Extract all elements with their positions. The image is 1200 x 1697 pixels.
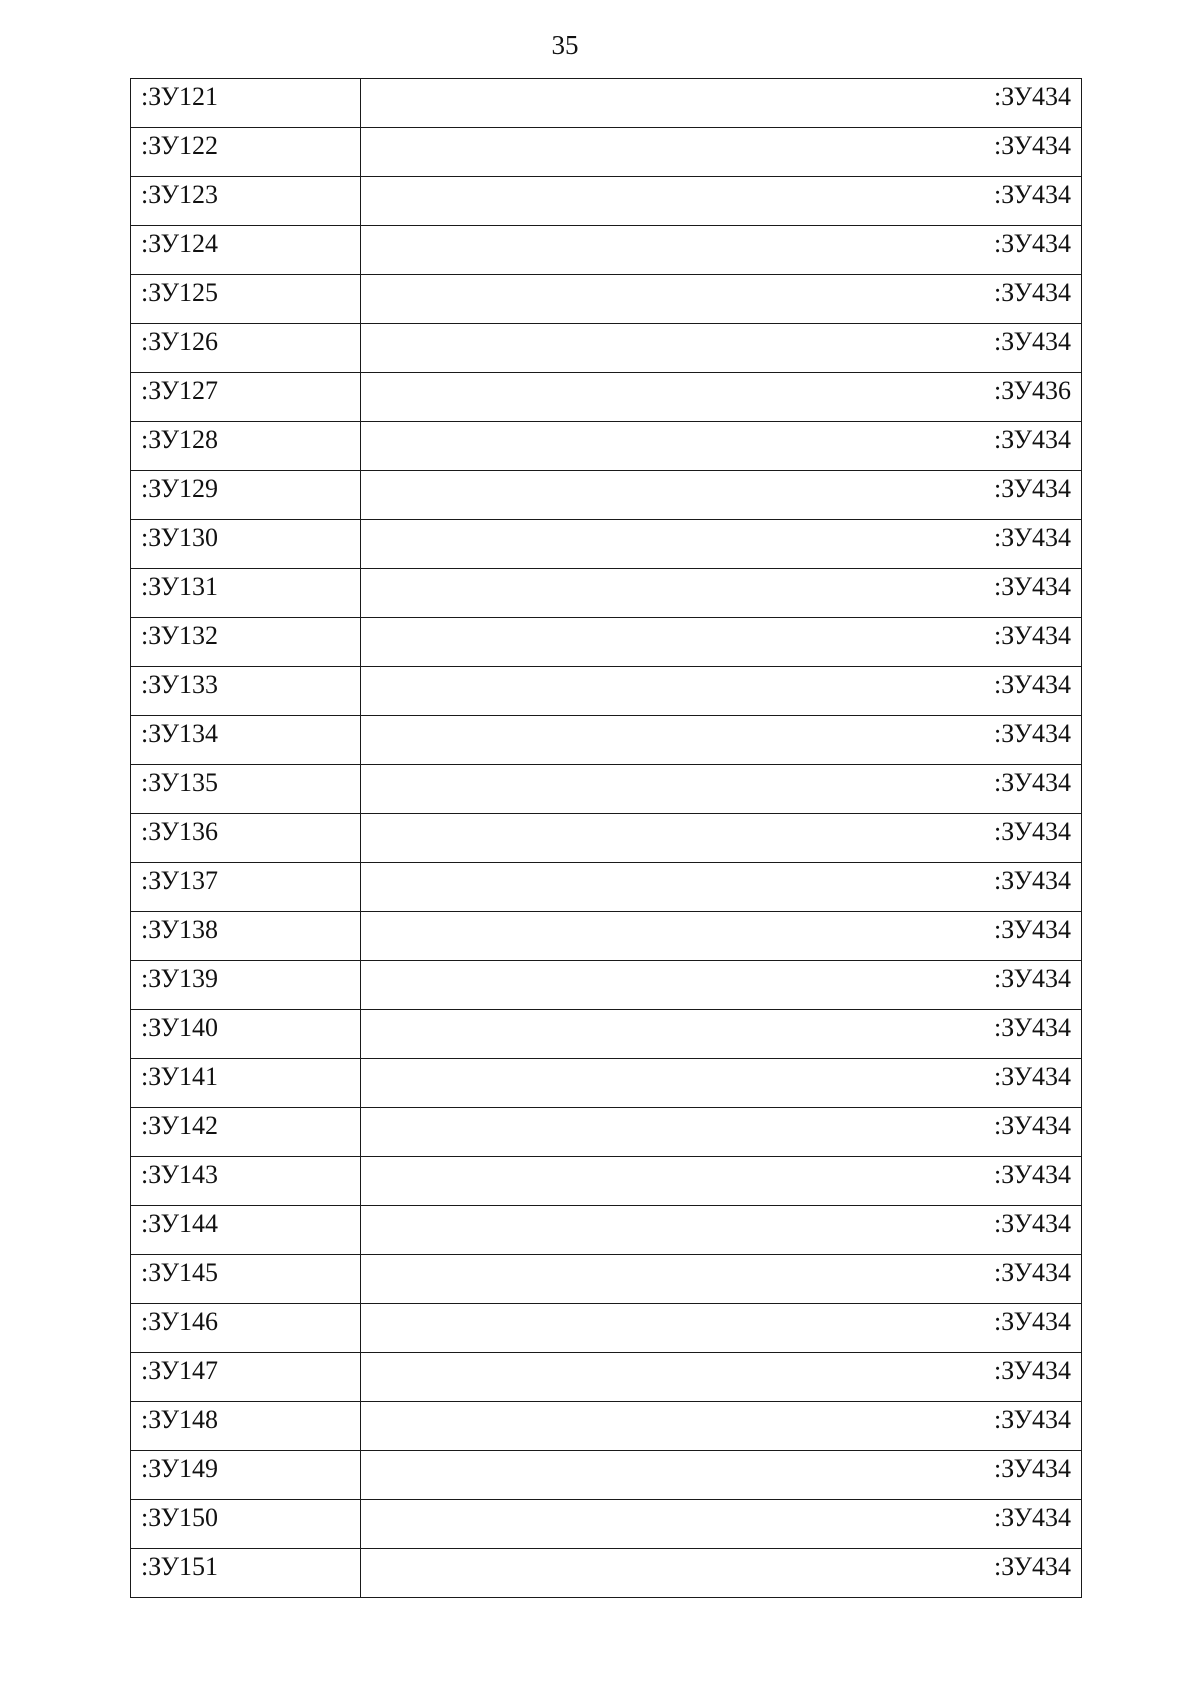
- source-parcel-cell: :ЗУ434: [361, 814, 1082, 863]
- parcel-code-cell: :ЗУ126: [131, 324, 361, 373]
- source-parcel-cell: :ЗУ434: [361, 226, 1082, 275]
- parcel-code-cell: :ЗУ123: [131, 177, 361, 226]
- table-row: [131, 1304, 1082, 1353]
- parcel-code-cell: :ЗУ130: [131, 520, 361, 569]
- source-parcel-cell: :ЗУ434: [361, 863, 1082, 912]
- parcel-code-cell: :ЗУ137: [131, 863, 361, 912]
- page-number: 35: [551, 30, 579, 60]
- table-row: [131, 1549, 1082, 1598]
- table-row: [131, 177, 1082, 226]
- parcel-code-cell: :ЗУ150: [131, 1500, 361, 1549]
- source-parcel-cell: :ЗУ434: [361, 1549, 1082, 1598]
- source-parcel-cell: :ЗУ434: [361, 422, 1082, 471]
- parcel-code-cell: :ЗУ143: [131, 1157, 361, 1206]
- table-row: [131, 1108, 1082, 1157]
- parcel-table: [130, 78, 1082, 1598]
- parcel-code-cell: :ЗУ132: [131, 618, 361, 667]
- table-row: [131, 961, 1082, 1010]
- parcel-code-cell: :ЗУ129: [131, 471, 361, 520]
- parcel-code-cell: :ЗУ147: [131, 1353, 361, 1402]
- table-row: [131, 1451, 1082, 1500]
- source-parcel-cell: :ЗУ434: [361, 912, 1082, 961]
- table-row: [131, 1157, 1082, 1206]
- source-parcel-cell: :ЗУ434: [361, 1304, 1082, 1353]
- parcel-table-body: [131, 79, 1082, 1598]
- parcel-code-cell: :ЗУ139: [131, 961, 361, 1010]
- source-parcel-cell: :ЗУ434: [361, 1255, 1082, 1304]
- table-row: [131, 373, 1082, 422]
- parcel-code-cell: :ЗУ124: [131, 226, 361, 275]
- parcel-code-cell: :ЗУ148: [131, 1402, 361, 1451]
- source-parcel-cell: :ЗУ434: [361, 1206, 1082, 1255]
- source-parcel-cell: :ЗУ436: [361, 373, 1082, 422]
- parcel-code-cell: :ЗУ133: [131, 667, 361, 716]
- source-parcel-cell: :ЗУ434: [361, 1500, 1082, 1549]
- table-row: [131, 912, 1082, 961]
- table-row: [131, 324, 1082, 373]
- source-parcel-cell: :ЗУ434: [361, 324, 1082, 373]
- parcel-code-cell: :ЗУ135: [131, 765, 361, 814]
- table-row: [131, 765, 1082, 814]
- table-row: [131, 422, 1082, 471]
- parcel-code-cell: :ЗУ138: [131, 912, 361, 961]
- source-parcel-cell: :ЗУ434: [361, 765, 1082, 814]
- parcel-code-cell: :ЗУ122: [131, 128, 361, 177]
- source-parcel-cell: :ЗУ434: [361, 471, 1082, 520]
- source-parcel-cell: :ЗУ434: [361, 275, 1082, 324]
- parcel-code-cell: :ЗУ131: [131, 569, 361, 618]
- parcel-code-cell: :ЗУ149: [131, 1451, 361, 1500]
- table-row: [131, 1010, 1082, 1059]
- parcel-code-cell: :ЗУ145: [131, 1255, 361, 1304]
- table-row: [131, 1059, 1082, 1108]
- table-row: [131, 814, 1082, 863]
- table-row: [131, 275, 1082, 324]
- source-parcel-cell: :ЗУ434: [361, 520, 1082, 569]
- table-row: [131, 471, 1082, 520]
- parcel-code-cell: :ЗУ142: [131, 1108, 361, 1157]
- source-parcel-cell: :ЗУ434: [361, 961, 1082, 1010]
- source-parcel-cell: :ЗУ434: [361, 1353, 1082, 1402]
- parcel-code-cell: :ЗУ146: [131, 1304, 361, 1353]
- table-row: [131, 1206, 1082, 1255]
- table-row: [131, 569, 1082, 618]
- source-parcel-cell: :ЗУ434: [361, 667, 1082, 716]
- parcel-code-cell: :ЗУ128: [131, 422, 361, 471]
- table-row: [131, 667, 1082, 716]
- source-parcel-cell: :ЗУ434: [361, 716, 1082, 765]
- table-row: [131, 1255, 1082, 1304]
- parcel-code-cell: :ЗУ151: [131, 1549, 361, 1598]
- table-row: [131, 226, 1082, 275]
- table-row: [131, 716, 1082, 765]
- source-parcel-cell: :ЗУ434: [361, 128, 1082, 177]
- parcel-code-cell: :ЗУ141: [131, 1059, 361, 1108]
- source-parcel-cell: :ЗУ434: [361, 1402, 1082, 1451]
- table-row: [131, 128, 1082, 177]
- table-row: [131, 1402, 1082, 1451]
- source-parcel-cell: :ЗУ434: [361, 618, 1082, 667]
- parcel-code-cell: :ЗУ136: [131, 814, 361, 863]
- source-parcel-cell: :ЗУ434: [361, 569, 1082, 618]
- parcel-code-cell: :ЗУ125: [131, 275, 361, 324]
- source-parcel-cell: :ЗУ434: [361, 1108, 1082, 1157]
- source-parcel-cell: :ЗУ434: [361, 1157, 1082, 1206]
- parcel-code-cell: :ЗУ121: [131, 79, 361, 128]
- source-parcel-cell: :ЗУ434: [361, 177, 1082, 226]
- source-parcel-cell: :ЗУ434: [361, 79, 1082, 128]
- table-row: [131, 79, 1082, 128]
- parcel-code-cell: :ЗУ134: [131, 716, 361, 765]
- table-row: [131, 520, 1082, 569]
- parcel-code-cell: :ЗУ144: [131, 1206, 361, 1255]
- table-row: [131, 863, 1082, 912]
- parcel-code-cell: :ЗУ140: [131, 1010, 361, 1059]
- table-row: [131, 618, 1082, 667]
- table-row: [131, 1353, 1082, 1402]
- source-parcel-cell: :ЗУ434: [361, 1059, 1082, 1108]
- source-parcel-cell: :ЗУ434: [361, 1010, 1082, 1059]
- source-parcel-cell: :ЗУ434: [361, 1451, 1082, 1500]
- table-row: [131, 1500, 1082, 1549]
- parcel-code-cell: :ЗУ127: [131, 373, 361, 422]
